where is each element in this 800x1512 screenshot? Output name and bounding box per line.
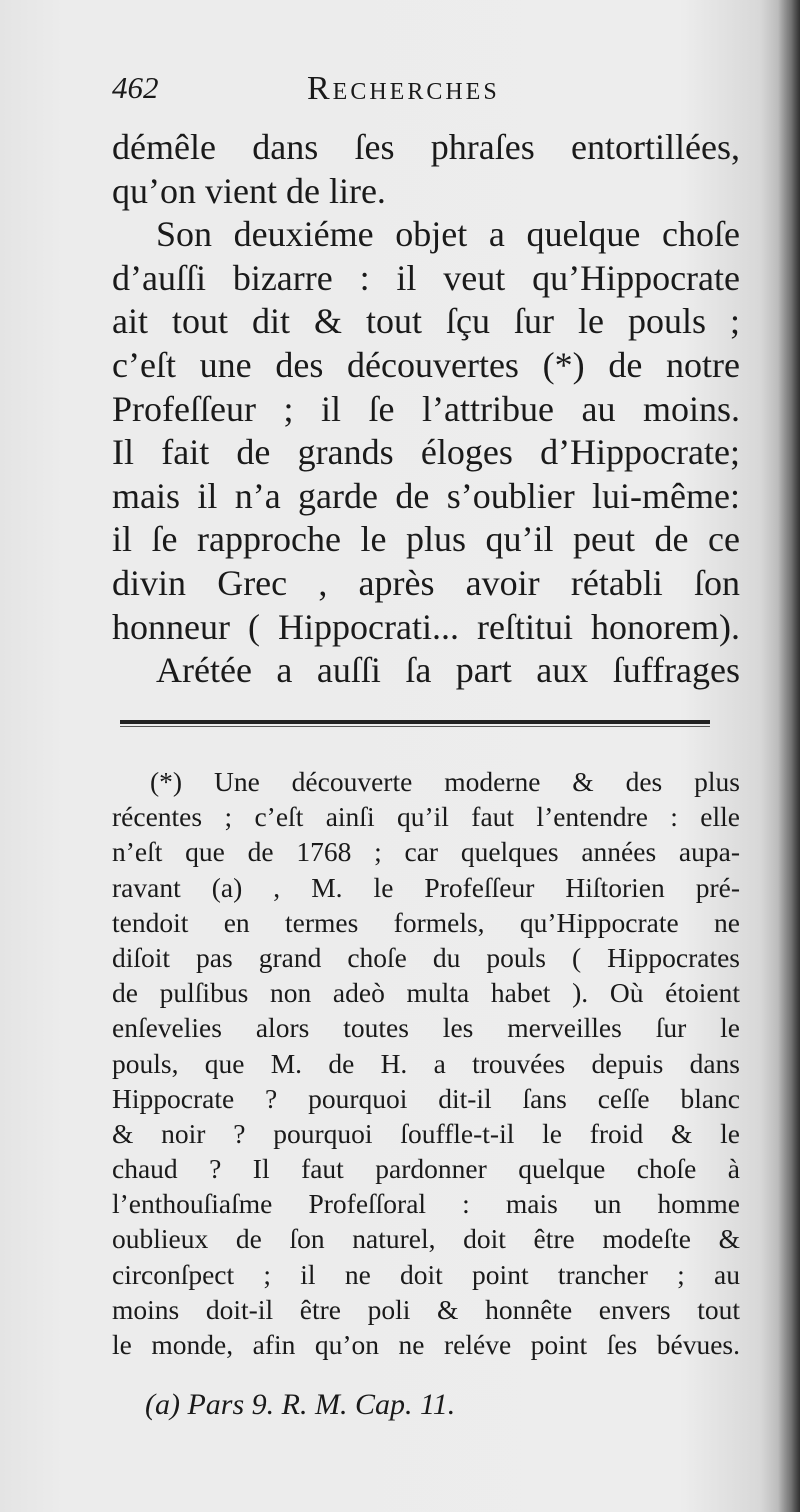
running-title: Recherches xyxy=(307,70,500,107)
main-text-line: démêle dans ſes phraſes entortillées, xyxy=(112,127,740,167)
footnote-line: diſoit pas grand choſe du pouls ( Hippocrates xyxy=(112,941,740,973)
footnote-line: enſevelies alors toutes les merveilles ſur le xyxy=(112,1012,740,1044)
footnote xyxy=(112,764,740,1362)
page-number: 462 xyxy=(112,70,159,105)
footnote-line: de pulſibus non adeò multa habet ). Où étoient xyxy=(112,977,740,1009)
main-text-line: c’eſt une des découvertes (*) de notre xyxy=(112,344,740,385)
main-text-line: qu’on vient de lire. xyxy=(112,170,386,211)
main-text-line: Son deuxiéme objet a quelque choſe xyxy=(156,214,740,255)
footnote-line: récentes ; c’eſt ainſi qu’il faut l’entendre : elle xyxy=(112,801,740,833)
footnote-line: n’eſt que de 1768 ; car quelques années aupa- xyxy=(112,836,740,868)
main-text-line: d’auſſi bizarre : il veut qu’Hippocrate xyxy=(112,257,740,298)
main-text xyxy=(112,126,740,693)
footnote-line: ravant (a) , M. le Profeſſeur Hiſtorien pré- xyxy=(112,871,740,903)
main-text-line: ait tout dit & tout ſçu ſur le pouls ; xyxy=(112,301,740,342)
footnote-line: moins doit-il être poli & honnête envers tout xyxy=(112,1293,740,1325)
footnote-line: chaud ? Il faut pardonner quelque choſe à xyxy=(112,1153,740,1185)
footnote-line: pouls, que M. de H. a trouvées depuis dans xyxy=(112,1047,740,1079)
running-head xyxy=(112,70,592,114)
footnote-line: & noir ? pourquoi ſouffle-t-il le froid & le xyxy=(112,1117,740,1149)
main-text-line: honneur ( Hippocrati... reſtitui honorem). xyxy=(112,606,740,647)
main-text-line: mais il n’a garde de s’oublier lui-même: xyxy=(112,475,740,516)
main-text-line: Arétée a auſſi ſa part aux ſuffrages xyxy=(156,650,740,691)
footnote-line: circonſpect ; il ne doit point trancher ; au xyxy=(112,1258,740,1290)
footnote-separator-rule xyxy=(120,720,710,724)
page-edge-shadow xyxy=(778,0,800,1512)
footnote-line: tendoit en termes formels, qu’Hippocrate ne xyxy=(112,906,740,938)
main-text-line: Profeſſeur ; il ſe l’attribue au moins. xyxy=(112,388,740,429)
footnote-line: (*) Une découverte moderne & des plus xyxy=(150,766,740,797)
footnote-separator-rule-shadow xyxy=(120,726,710,727)
footnote-line: l’enthouſiaſme Profeſſoral : mais un homme xyxy=(112,1188,740,1220)
main-text-line: Il fait de grands éloges d’Hippocrate; xyxy=(112,432,740,473)
footnote-line: Hippocrate ? pourquoi dit-il ſans ceſſe blanc xyxy=(112,1082,740,1114)
main-text-line: divin Grec , après avoir rétabli ſon xyxy=(112,562,740,603)
main-text-line: il ſe rapproche le plus qu’il peut de ce xyxy=(112,519,740,560)
footnote-line: oublieux de ſon naturel, doit être modeſte & xyxy=(112,1223,740,1255)
footnote-line: le monde, afin qu’on ne reléve point ſes bévues. xyxy=(112,1329,740,1360)
reference-note: (a) Pars 9. R. M. Cap. 11. xyxy=(145,1388,456,1421)
